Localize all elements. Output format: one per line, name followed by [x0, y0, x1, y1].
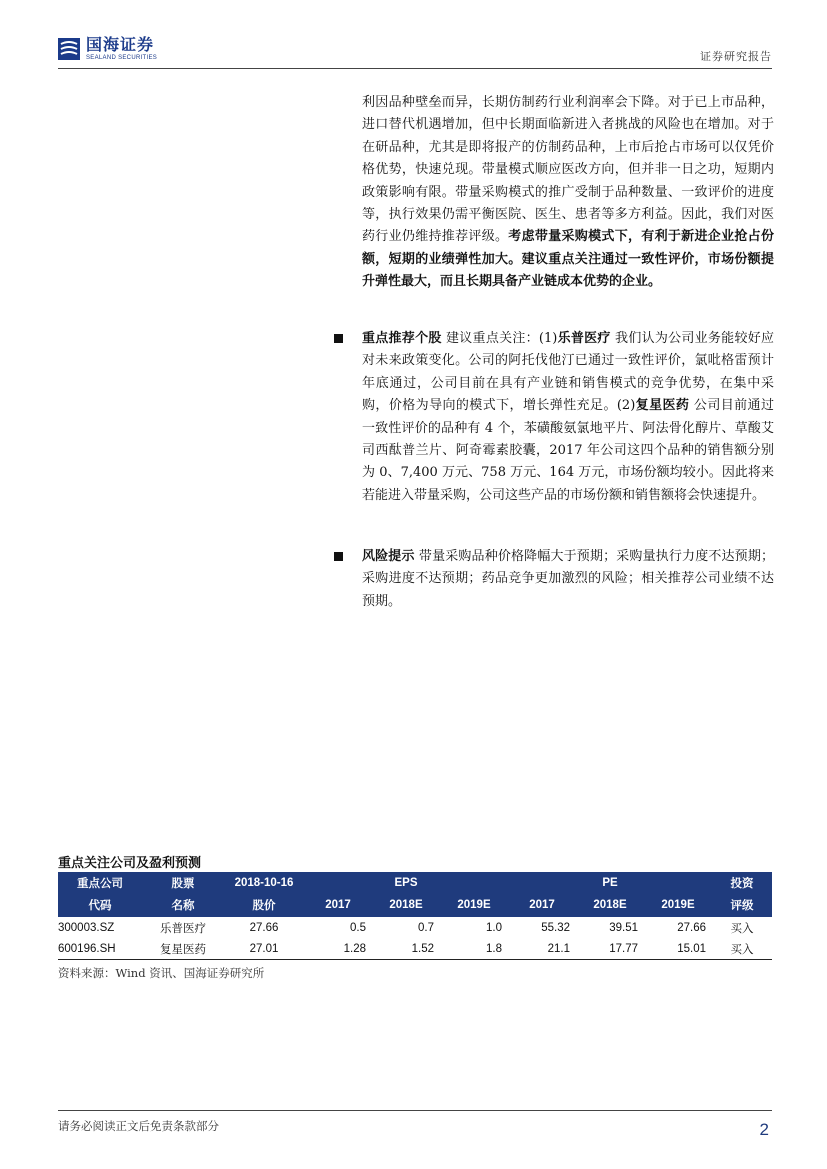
bullet-square-icon	[334, 552, 343, 561]
header-year: 2019E	[440, 894, 508, 917]
cell-name: 乐普医疗	[142, 917, 224, 939]
header-date: 2018-10-16	[224, 872, 304, 894]
cell-rating: 买入	[712, 938, 772, 960]
recommend-title: 重点推荐个股	[362, 331, 442, 346]
header-company-code-1: 重点公司	[58, 872, 142, 894]
cell-pe: 15.01	[644, 938, 712, 960]
cell-code: 300003.SZ	[58, 917, 142, 939]
logo-english-name: SEALAND SECURITIES	[86, 55, 158, 61]
table-header-row-1	[58, 872, 772, 894]
recommend-section	[362, 328, 774, 507]
cell-rating: 买入	[712, 917, 772, 939]
header-blank	[304, 872, 372, 894]
recommend-text-1: 建议重点关注：(1)	[446, 331, 558, 346]
bullet-square-icon	[334, 334, 343, 343]
cell-pe: 39.51	[576, 917, 644, 939]
header-year: 2017	[508, 894, 576, 917]
table-row	[58, 917, 772, 939]
cell-price: 27.01	[224, 938, 304, 960]
cell-eps: 1.52	[372, 938, 440, 960]
header-stock-name-1: 股票	[142, 872, 224, 894]
header-year: 2017	[304, 894, 372, 917]
cell-eps: 0.7	[372, 917, 440, 939]
page-number: 2	[759, 1120, 769, 1139]
header-eps: EPS	[372, 872, 440, 894]
header-rating-2: 评级	[712, 894, 772, 917]
recommend-company-2: 复星医药	[635, 398, 690, 414]
footer-disclaimer: 请务必阅读正文后免责条款部分	[58, 1119, 219, 1133]
cell-eps: 1.0	[440, 917, 508, 939]
summary-paragraph	[362, 92, 774, 294]
header-year: 2018E	[576, 894, 644, 917]
cell-pe: 55.32	[508, 917, 576, 939]
summary-text: 利因品种壁垒而异，长期仿制药行业利润率会下降。对于已上市品种，进口替代机遇增加，但中长期面临新进入者挑战的风险也在增加。对于在研品种，尤其是即将报产的仿制药品种，上市后抢占市场可以仅凭价格优势，快速兑现。带量模式顺应医改方向，但并非一日之功，短期内政策影响有限。带量采购模式的推广受制于品种数量、一致评价的进度等，执行效果仍需平衡医院、医生、患者等多方利益。因此，我们对医药行业仍维持推荐评级。	[362, 95, 774, 245]
logo-chinese-name: 国海证券	[86, 35, 155, 54]
company-logo	[58, 36, 157, 62]
table-title: 重点关注公司及盈利预测	[58, 856, 202, 871]
cell-pe: 27.66	[644, 917, 712, 939]
table-source-note: 资料来源：Wind 资讯、国海证券研究所	[58, 966, 265, 980]
table-row	[58, 938, 772, 960]
cell-eps: 1.8	[440, 938, 508, 960]
header-year: 2018E	[372, 894, 440, 917]
recommend-company-1: 乐普医疗	[557, 331, 611, 346]
page-header	[58, 34, 772, 68]
logo-icon	[58, 36, 80, 62]
cell-name: 复星医药	[142, 938, 224, 960]
header-stock-name-2: 名称	[142, 894, 224, 917]
header-pe: PE	[576, 872, 644, 894]
risk-text: 带量采购品种价格降幅大于预期；采购量执行力度不达预期；采购进度不达预期；药品竞争更加激烈的风险；相关推荐公司业绩不达预期。	[362, 549, 774, 609]
summary-bold-text: 考虑带量采购模式下，有利于新进企业抢占份额，短期的业绩弹性加大。建议重点关注通过一致性评价，市场份额提升弹性最大，而且长期具备产业链成本优势的企业。	[362, 229, 774, 290]
report-type: 证券研究报告	[700, 50, 772, 63]
cell-eps: 0.5	[304, 917, 372, 939]
header-price: 股价	[224, 894, 304, 917]
header-blank	[508, 872, 576, 894]
header-company-code-2: 代码	[58, 894, 142, 917]
earnings-forecast-table	[58, 872, 772, 960]
header-divider	[58, 68, 772, 69]
header-rating-1: 投资	[712, 872, 772, 894]
cell-pe: 21.1	[508, 938, 576, 960]
table-header-row-2	[58, 894, 772, 917]
header-year: 2019E	[644, 894, 712, 917]
cell-code: 600196.SH	[58, 938, 142, 960]
risk-section	[362, 546, 774, 613]
recommend-text-2: 我们认为公司业务能较好应对未来政策变化。公司的阿托伐他汀已通过一致性评价，氯吡格雷预计年底通过，公司目前在具有产业链和销售模式的竞争优势，在集中采购，价格为导向的模式下，增长弹性充足。(2)	[362, 331, 774, 414]
cell-price: 27.66	[224, 917, 304, 939]
cell-pe: 17.77	[576, 938, 644, 960]
recommend-text-3: 公司目前通过一致性评价的品种有 4 个，苯磺酸氨氯地平片、阿法骨化醇片、草酸艾司西酞普兰片、阿奇霉素胶囊，2017 年公司这四个品种的销售额分别为 0、7,400 万元、758 万元、164 万元，市场份额均较小。因此将来若能进入带量采购，公司这些产品的市场份额和销售额将会快速提升。	[362, 398, 774, 503]
header-blank	[440, 872, 508, 894]
risk-title: 风险提示	[362, 549, 415, 564]
cell-eps: 1.28	[304, 938, 372, 960]
footer-divider	[58, 1110, 772, 1111]
header-blank	[644, 872, 712, 894]
